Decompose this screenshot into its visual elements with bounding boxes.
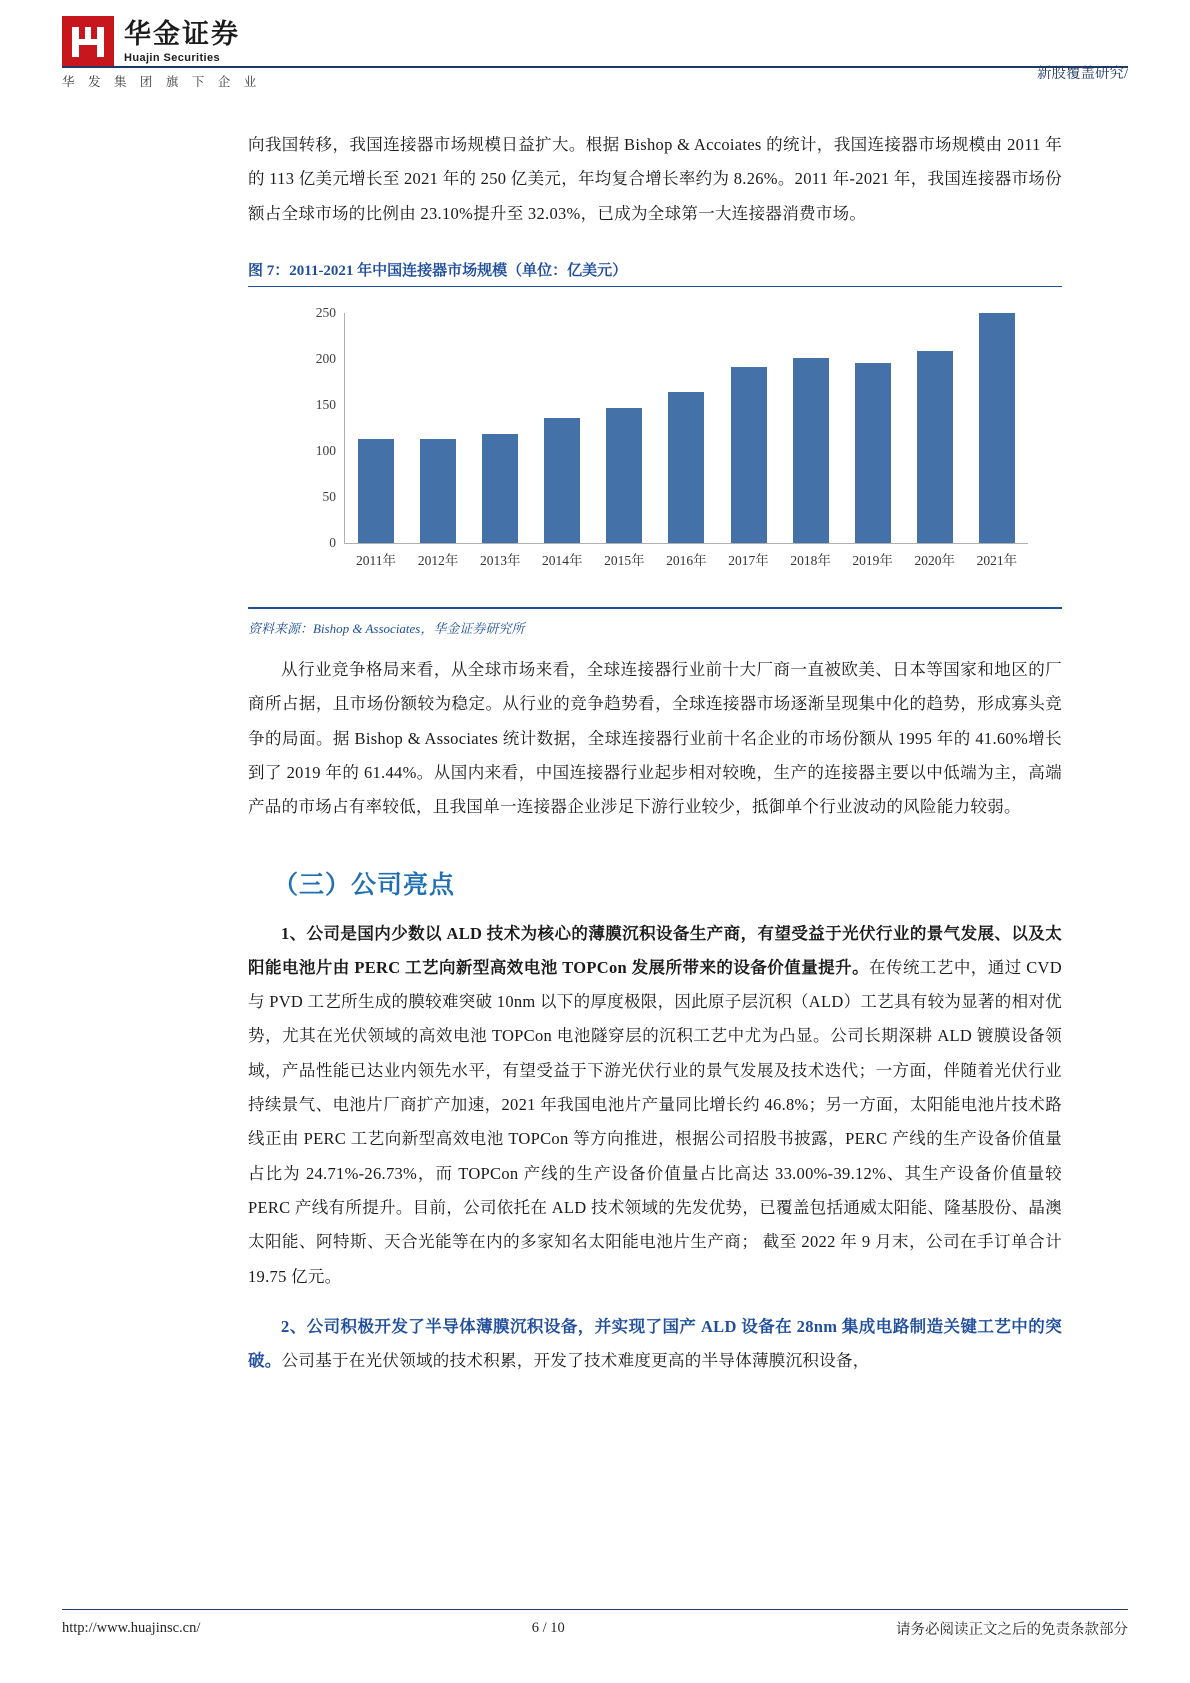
highlight-2-lead: 2、公司积极开发了半导体薄膜沉积设备，并实现了国产 ALD 设备在 28nm 集成电路制造关键工艺中的突破。 xyxy=(248,1316,1062,1371)
x-tick-2017年: 2017年 xyxy=(728,553,769,569)
section-heading-company-highlights: （三）公司亮点 xyxy=(273,871,456,899)
x-tick-2015年: 2015年 xyxy=(604,553,645,569)
brand-text xyxy=(124,20,240,63)
bar-slot xyxy=(407,313,469,543)
x-tick-2020年: 2020年 xyxy=(914,553,955,569)
x-tick-2019年: 2019年 xyxy=(852,553,893,569)
bar-2012年 xyxy=(420,439,456,544)
footer-divider xyxy=(62,1609,1128,1611)
bar-slot xyxy=(593,313,655,543)
highlight-2-body: 公司基于在光伏领域的技术积累，开发了技术难度更高的半导体薄膜沉积设备， xyxy=(281,1351,870,1371)
bar-2015年 xyxy=(606,408,642,543)
brand-logo xyxy=(62,16,240,68)
paragraph-market-scale: 向我国转移，我国连接器市场规模日益扩大。根据 Bishop & Accoiates 的统计，我国连接器市场规模由 2011 年的 113 亿美元增长至 2021 年的 250 亿美元，年均复合增长率约为 8.26%。2011 年-2021 年，我国连接器市场份额占全球市场的比例由 23.10%提升至 32.03%，已成为全球第一大连接器消费市场。 xyxy=(248,135,1062,223)
page-number: 6 / 10 xyxy=(531,1620,565,1636)
bar-2014年 xyxy=(544,418,580,543)
document-content xyxy=(248,128,1062,1379)
x-tick-2011年: 2011年 xyxy=(356,553,397,569)
chart-plot-area xyxy=(298,305,1028,573)
y-tick-250: 250 xyxy=(315,305,336,321)
bar-chart xyxy=(248,287,1062,607)
bar-slot xyxy=(842,313,904,543)
x-tick-2021年: 2021年 xyxy=(976,553,1018,569)
bar-slot xyxy=(345,313,407,543)
y-tick-100: 100 xyxy=(315,443,336,459)
footer-website-link[interactable]: http://www.huajinsc.cn/ xyxy=(62,1620,201,1636)
y-tick-200: 200 xyxy=(315,351,336,367)
brand-name-cn: 华金证券 xyxy=(124,19,240,50)
bar-2016年 xyxy=(668,392,704,544)
bar-series xyxy=(345,313,1028,543)
x-tick-2014年: 2014年 xyxy=(542,553,583,569)
y-tick-150: 150 xyxy=(315,397,336,413)
bar-2020年 xyxy=(917,351,953,543)
figure-source: 资料来源：Bishop & Associates，华金证券研究所 xyxy=(248,620,525,636)
bar-2017年 xyxy=(731,367,767,544)
y-tick-50: 50 xyxy=(322,489,336,505)
figure-label: 图 7： xyxy=(248,262,290,279)
bar-slot xyxy=(469,313,531,543)
bar-slot xyxy=(655,313,717,543)
bar-slot xyxy=(780,313,842,543)
y-tick-0: 0 xyxy=(329,535,336,551)
bar-2013年 xyxy=(482,434,518,543)
bar-slot xyxy=(904,313,966,543)
highlight-1-body: 在传统工艺中，通过 CVD 与 PVD 工艺所生成的膜较难突破 10nm 以下的厚度极限，因此原子层沉积（ALD）工艺具有较为显著的相对优势，尤其在光伏领域的高效电池 TOPCon 电池隧穿层的沉积工艺中尤为凸显。公司长期深耕 ALD 镀膜设备领域，产品性能已达业内领先水平，有望受益于下游光伏行业的景气发展及技术迭代；一方面，伴随着光伏行业持续景气、电池片厂商扩产加速，2021 年我国电池片产量同比增长约 46.8%；另一方面，太阳能电池片技术路线正由 PERC 工艺向新型高效电池 TOPCon 等方向推进，根据公司招股书披露，PERC 产线的生产设备价值量占比为 24.71%-26.73%，而 TOPCon 产线的生产设备价值量占比高达 33.00%-39.12%、其生产设备价值量较 PERC 产线有所提升。目前，公司依托在 ALD 技术领域的先发优势，已覆盖包括通威太阳能、隆基股份、晶澳太阳能、阿特斯、天合光能等在内的多家知名太阳能电池片生产商； 截至 2022 年 9 月末，公司在手订单合计 19.75 亿元。 xyxy=(248,957,1063,1286)
brand-subline: 华 发 集 团 旗 下 企 业 xyxy=(62,75,262,89)
bar-2011年 xyxy=(358,439,394,543)
paragraph-highlight-1 xyxy=(248,917,1062,1294)
page-header xyxy=(0,0,1190,96)
x-tick-2016年: 2016年 xyxy=(666,553,707,569)
figure-title-text: 2011-2021 年中国连接器市场规模（单位：亿美元） xyxy=(289,262,628,279)
page-footer xyxy=(62,1609,1128,1640)
bar-2019年 xyxy=(855,363,891,543)
x-tick-2018年: 2018年 xyxy=(790,553,831,569)
bar-slot xyxy=(531,313,593,543)
bar-slot xyxy=(966,313,1028,543)
highlight-1-lead: 1、公司是国内少数以 ALD 技术为核心的薄膜沉积设备生产商，有望受益于光伏行业的景气发展、以及太阳能电池片由 PERC 工艺向新型高效电池 TOPCon 发展所带来的设备价值量提升。 xyxy=(248,923,1062,977)
huajin-logo-icon xyxy=(62,16,114,68)
header-report-type: 新股覆盖研究/ xyxy=(1036,66,1128,82)
bar-2021年 xyxy=(979,313,1015,543)
x-tick-2012年: 2012年 xyxy=(417,553,459,569)
bar-slot xyxy=(717,313,779,543)
footer-disclaimer: 请务必阅读正文之后的免责条款部分 xyxy=(896,1622,1128,1638)
x-tick-2013年: 2013年 xyxy=(479,553,521,569)
x-axis-labels xyxy=(345,549,1028,569)
x-axis-line xyxy=(344,543,1028,544)
y-axis xyxy=(298,305,342,551)
figure-bottom-rule xyxy=(248,607,1062,609)
paragraph-highlight-2 xyxy=(248,1310,1062,1379)
figure-7 xyxy=(248,259,1062,637)
figure-caption xyxy=(248,259,1062,286)
brand-name-en: Huajin Securities xyxy=(124,51,221,64)
header-divider xyxy=(62,66,1128,68)
bar-2018年 xyxy=(793,358,829,544)
paragraph-competition: 从行业竞争格局来看，从全球市场来看，全球连接器行业前十大厂商一直被欧美、日本等国家和地区的厂商所占据，且市场份额较为稳定。从行业的竞争趋势看，全球连接器市场逐渐呈现集中化的趋势，形成寡头竞争的局面。据 Bishop & Associates 统计数据，全球连接器行业前十名企业的市场份额从 1995 年的 41.60%增长到了 2019 年的 61.44%。从国内来看，中国连接器行业起步相对较晚，生产的连接器主要以中低端为主，高端产品的市场占有率较低，且我国单一连接器企业涉足下游行业较少，抵御单个行业波动的风险能力较弱。 xyxy=(248,659,1062,817)
